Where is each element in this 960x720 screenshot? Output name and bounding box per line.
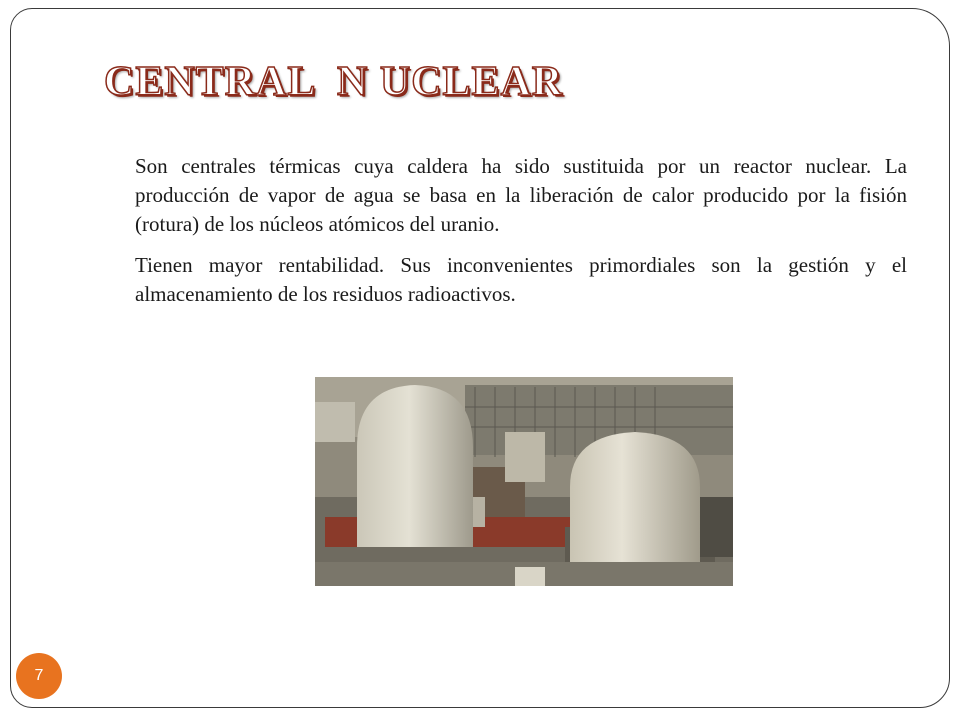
slide-title: CENTRAL N UCLEAR bbox=[104, 59, 564, 105]
paragraph-2: Tienen mayor rentabilidad. Sus inconvenientes primordiales son la gestión y el almacenamiento de los residuos radioactivos. bbox=[135, 253, 907, 306]
page-number-badge: 7 bbox=[16, 653, 62, 699]
nuclear-plant-photo bbox=[315, 377, 733, 586]
slide-body bbox=[135, 152, 907, 321]
paragraph-1: Son centrales térmicas cuya caldera ha sido sustituida por un reactor nuclear. La producción de vapor de agua se basa en la liberación de calor producido por la fisión (rotura) de los núcleos atómicos del uranio. bbox=[135, 154, 907, 236]
slide-frame bbox=[10, 8, 950, 708]
